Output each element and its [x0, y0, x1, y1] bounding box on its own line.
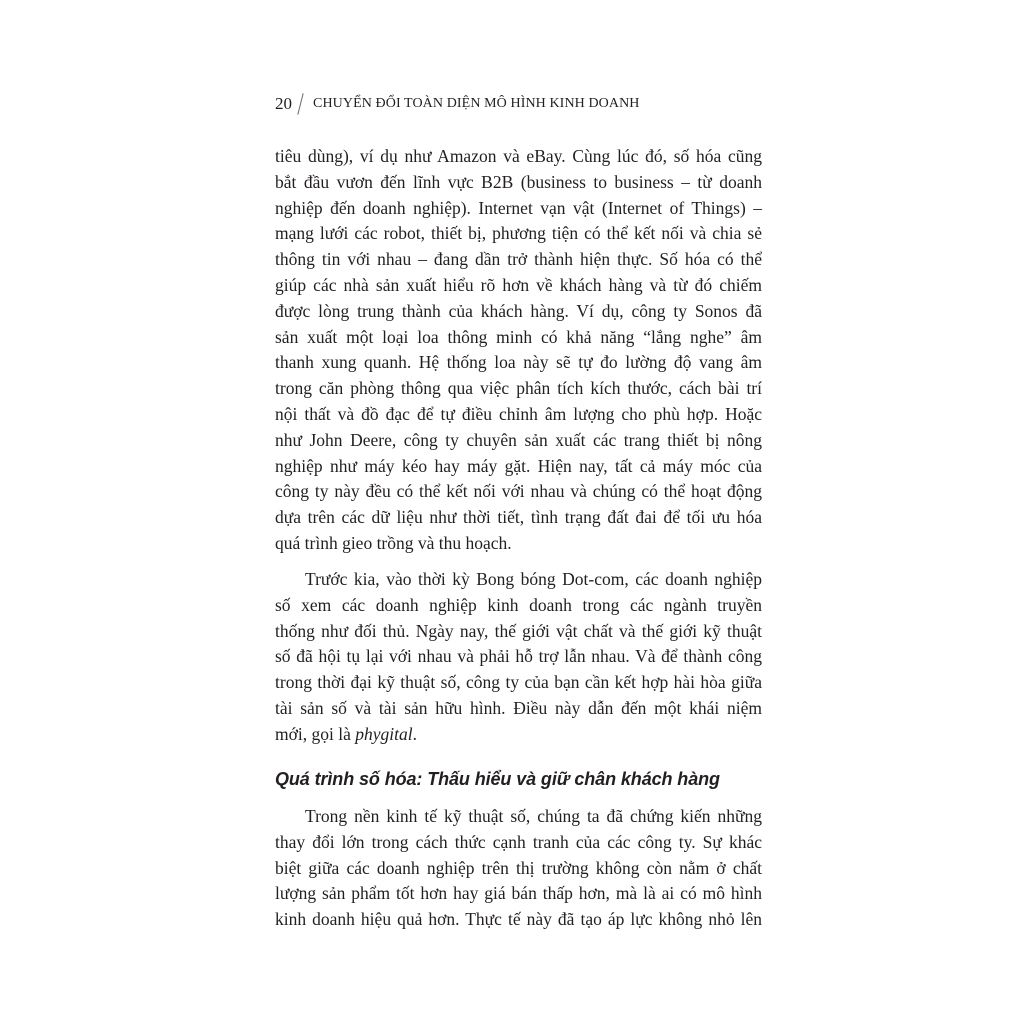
section-heading: Quá trình số hóa: Thấu hiểu và giữ chân khách hàng: [275, 769, 720, 789]
text-line: biệt giữa các doanh nghiệp trên thị trường không còn nằm ở chất: [275, 857, 762, 878]
text-line: quá trình gieo trồng và thu hoạch.: [275, 532, 512, 553]
text-line: kinh doanh hiệu quả hơn. Thực tế này đã tạo áp lực không nhỏ lên: [275, 909, 762, 930]
text-run: mới, gọi là: [275, 723, 356, 744]
text-line: như John Deere, công ty chuyên sản xuất các trang thiết bị nông: [275, 429, 762, 450]
text-line: mạng lưới các robot, thiết bị, phương tiện có thể kết nối và chia sẻ: [275, 223, 762, 244]
text-line: sản xuất một loại loa thông minh có khả năng “lắng nghe” âm: [275, 326, 762, 347]
text-line: số xem các doanh nghiệp kinh doanh trong các ngành truyền: [275, 594, 762, 615]
text-line: nghiệp đến doanh nghiệp). Internet vạn vật (Internet of Things) –: [275, 197, 762, 218]
text-line: Trước kia, vào thời kỳ Bong bóng Dot-com, các doanh nghiệp: [305, 569, 762, 589]
emphasis-term: phygital: [355, 723, 413, 744]
text-line: thanh xung quanh. Hệ thống loa này sẽ tự đo lường độ vang âm: [275, 352, 762, 373]
paragraph: [275, 144, 762, 557]
text-line: thống như đối thủ. Ngày nay, thế giới vật chất và thế giới kỹ thuật: [275, 620, 762, 641]
text-line: tài sản số và tài sản hữu hình. Điều này dẫn đến một khái niệm: [275, 697, 762, 718]
paragraph: [275, 567, 762, 748]
text-line: thông tin với nhau – đang dần trở thành hiện thực. Số hóa có thể: [275, 249, 762, 270]
text-line: tiêu dùng), ví dụ như Amazon và eBay. Cùng lúc đó, số hóa cũng: [275, 146, 762, 166]
text-line: lượng sản phẩm tốt hơn hay giá bán thấp hơn, mà là ai có mô hình: [275, 883, 762, 904]
text-line: số đã hội tụ lại với nhau và phải hỗ trợ lẫn nhau. Và để thành công: [275, 646, 762, 667]
text-line: [275, 722, 762, 748]
text-line: trong căn phòng thông qua việc phân tích kích thước, cách bài trí: [275, 378, 762, 399]
page-number: 20: [275, 94, 292, 113]
text-line: bắt đầu vươn đến lĩnh vực B2B (business to business – từ doanh: [275, 171, 762, 192]
text-line: thay đổi lớn trong cách thức cạnh tranh của các công ty. Sự khác: [275, 831, 762, 852]
text-run: .: [412, 723, 417, 744]
text-line: trong thời đại kỹ thuật số, công ty của bạn cần kết hợp hài hòa giữa: [275, 672, 762, 693]
header-divider: [297, 93, 303, 115]
text-line: nội thất và đồ đạc để tự điều chỉnh âm lượng cho phù hợp. Hoặc: [275, 403, 762, 424]
running-title: CHUYỂN ĐỔI TOÀN DIỆN MÔ HÌNH KINH DOANH: [313, 96, 640, 111]
text-line: được lòng trung thành của khách hàng. Ví dụ, công ty Sonos đã: [275, 300, 762, 321]
paragraph: [275, 804, 762, 933]
text-line: giúp các nhà sản xuất hiểu rõ hơn về khách hàng và từ đó chiếm: [275, 274, 762, 295]
text-line: nghiệp như máy kéo hay máy gặt. Hiện nay, tất cả máy móc của: [275, 455, 762, 476]
text-line: dựa trên các dữ liệu như thời tiết, tình trạng đất đai để tối ưu hóa: [275, 507, 762, 528]
text-line: công ty này đều có thể kết nối với nhau và chúng có thể hoạt động: [275, 481, 762, 502]
text-line: Trong nền kinh tế kỹ thuật số, chúng ta đã chứng kiến những: [305, 806, 762, 826]
